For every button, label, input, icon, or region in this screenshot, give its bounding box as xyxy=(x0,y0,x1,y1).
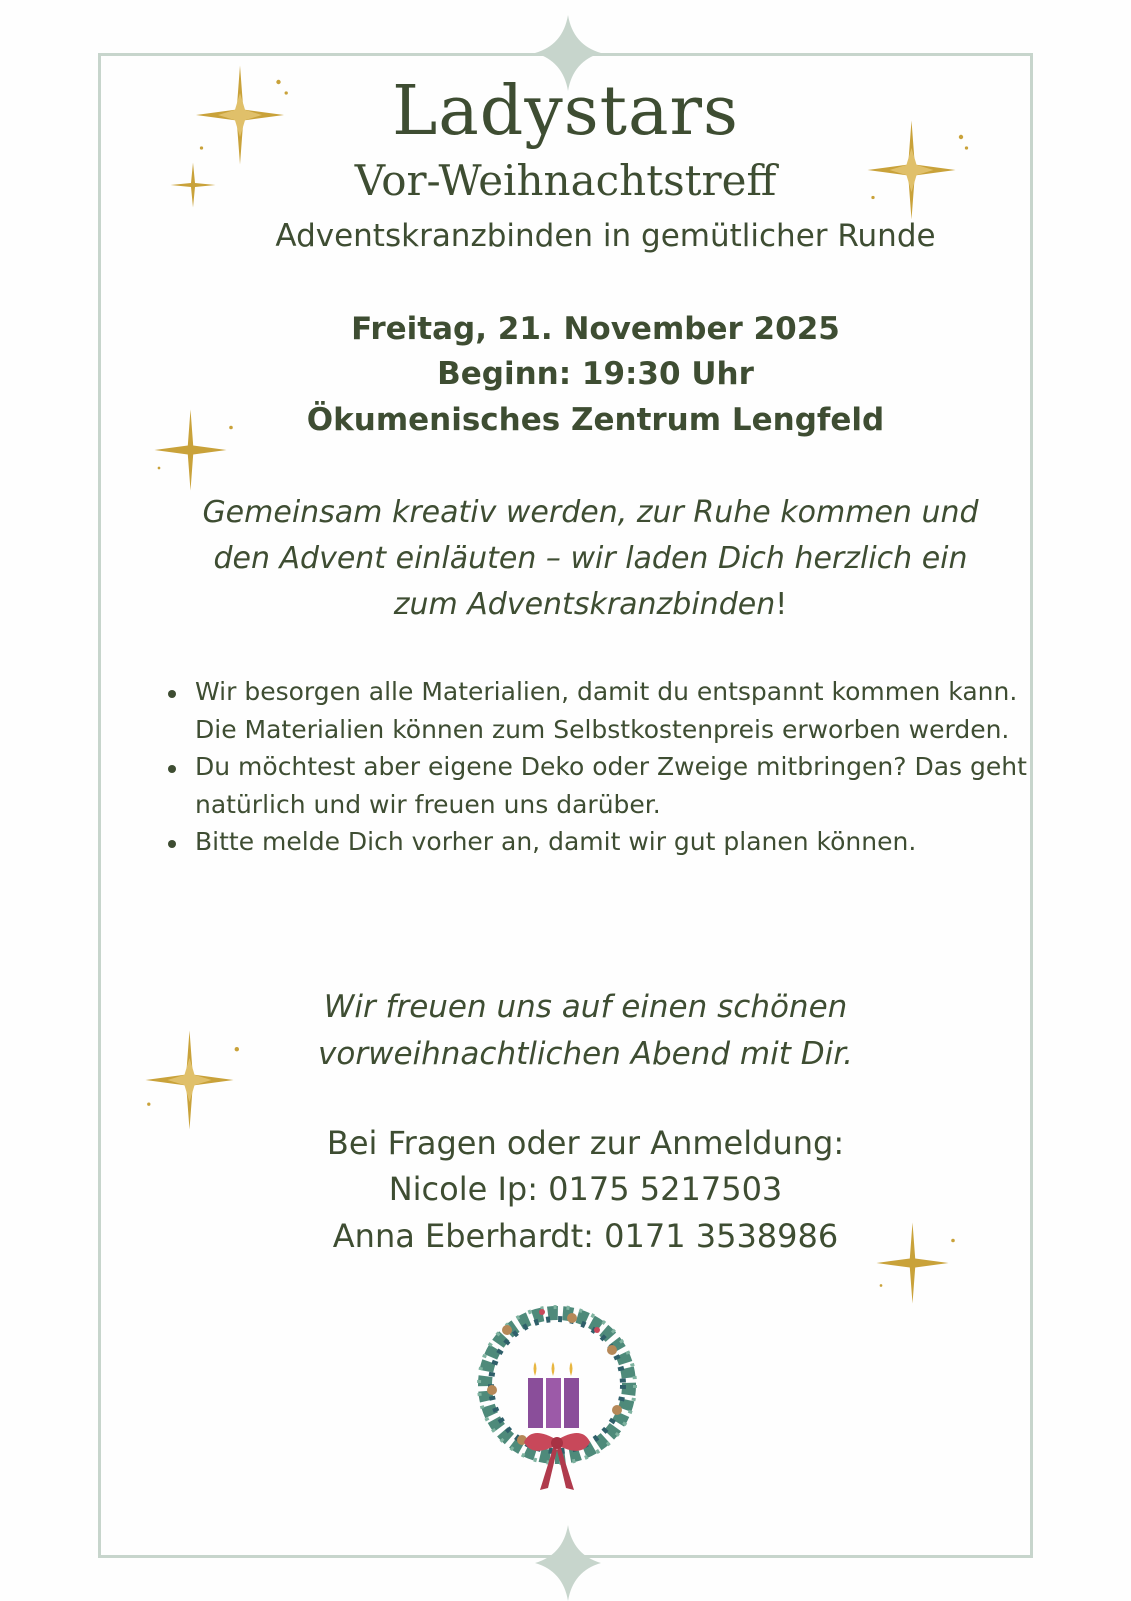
page-title: Ladystars xyxy=(392,72,739,151)
event-date: Freitag, 21. November 2025 xyxy=(351,311,840,347)
contact-block xyxy=(20,1120,1131,1259)
intro-line xyxy=(25,582,1131,628)
closing-line: Wir freuen uns auf einen schönen xyxy=(323,989,848,1025)
closing-line: vorweihnachtlichen Abend mit Dir. xyxy=(318,1035,853,1072)
frame-diamond-icon xyxy=(535,1525,601,1601)
info-bullet-list xyxy=(165,673,1035,861)
advent-wreath-icon xyxy=(462,1290,652,1510)
intro-line: Gemeinsam kreativ werden, zur Ruhe kommen und xyxy=(202,495,979,530)
contact-heading: Bei Fragen oder zur Anmeldung: xyxy=(326,1124,845,1162)
event-location: Ökumenisches Zentrum Lengfeld xyxy=(306,402,885,438)
contact-person: Nicole Ip: 0175 5217503 xyxy=(388,1170,783,1209)
list-item: Bitte melde Dich vorher an, damit wir gut planen können. xyxy=(165,823,1035,861)
intro-text xyxy=(25,490,1131,629)
closing-text xyxy=(20,984,1131,1077)
event-time: Beginn: 19:30 Uhr xyxy=(437,356,754,392)
tagline: Adventskranzbinden in gemütlicher Runde xyxy=(275,218,936,254)
intro-punctuation: ! xyxy=(775,587,788,623)
intro-emphasis: zum Adventskranzbinden xyxy=(393,587,776,623)
list-item: Du möchtest aber eigene Deko oder Zweige mitbringen? Das geht natürlich und wir freuen uns darüber. xyxy=(165,748,1035,823)
list-item: Wir besorgen alle Materialien, damit du entspannt kommen kann. Die Materialien können zum Selbstkostenpreis erworben werden. xyxy=(165,673,1035,748)
contact-person: Anna Eberhardt: 0171 3538986 xyxy=(332,1216,839,1255)
page-subtitle: Vor-Weihnachtstreff xyxy=(354,156,777,205)
intro-line: den Advent einläuten – wir laden Dich herzlich ein xyxy=(213,541,968,577)
